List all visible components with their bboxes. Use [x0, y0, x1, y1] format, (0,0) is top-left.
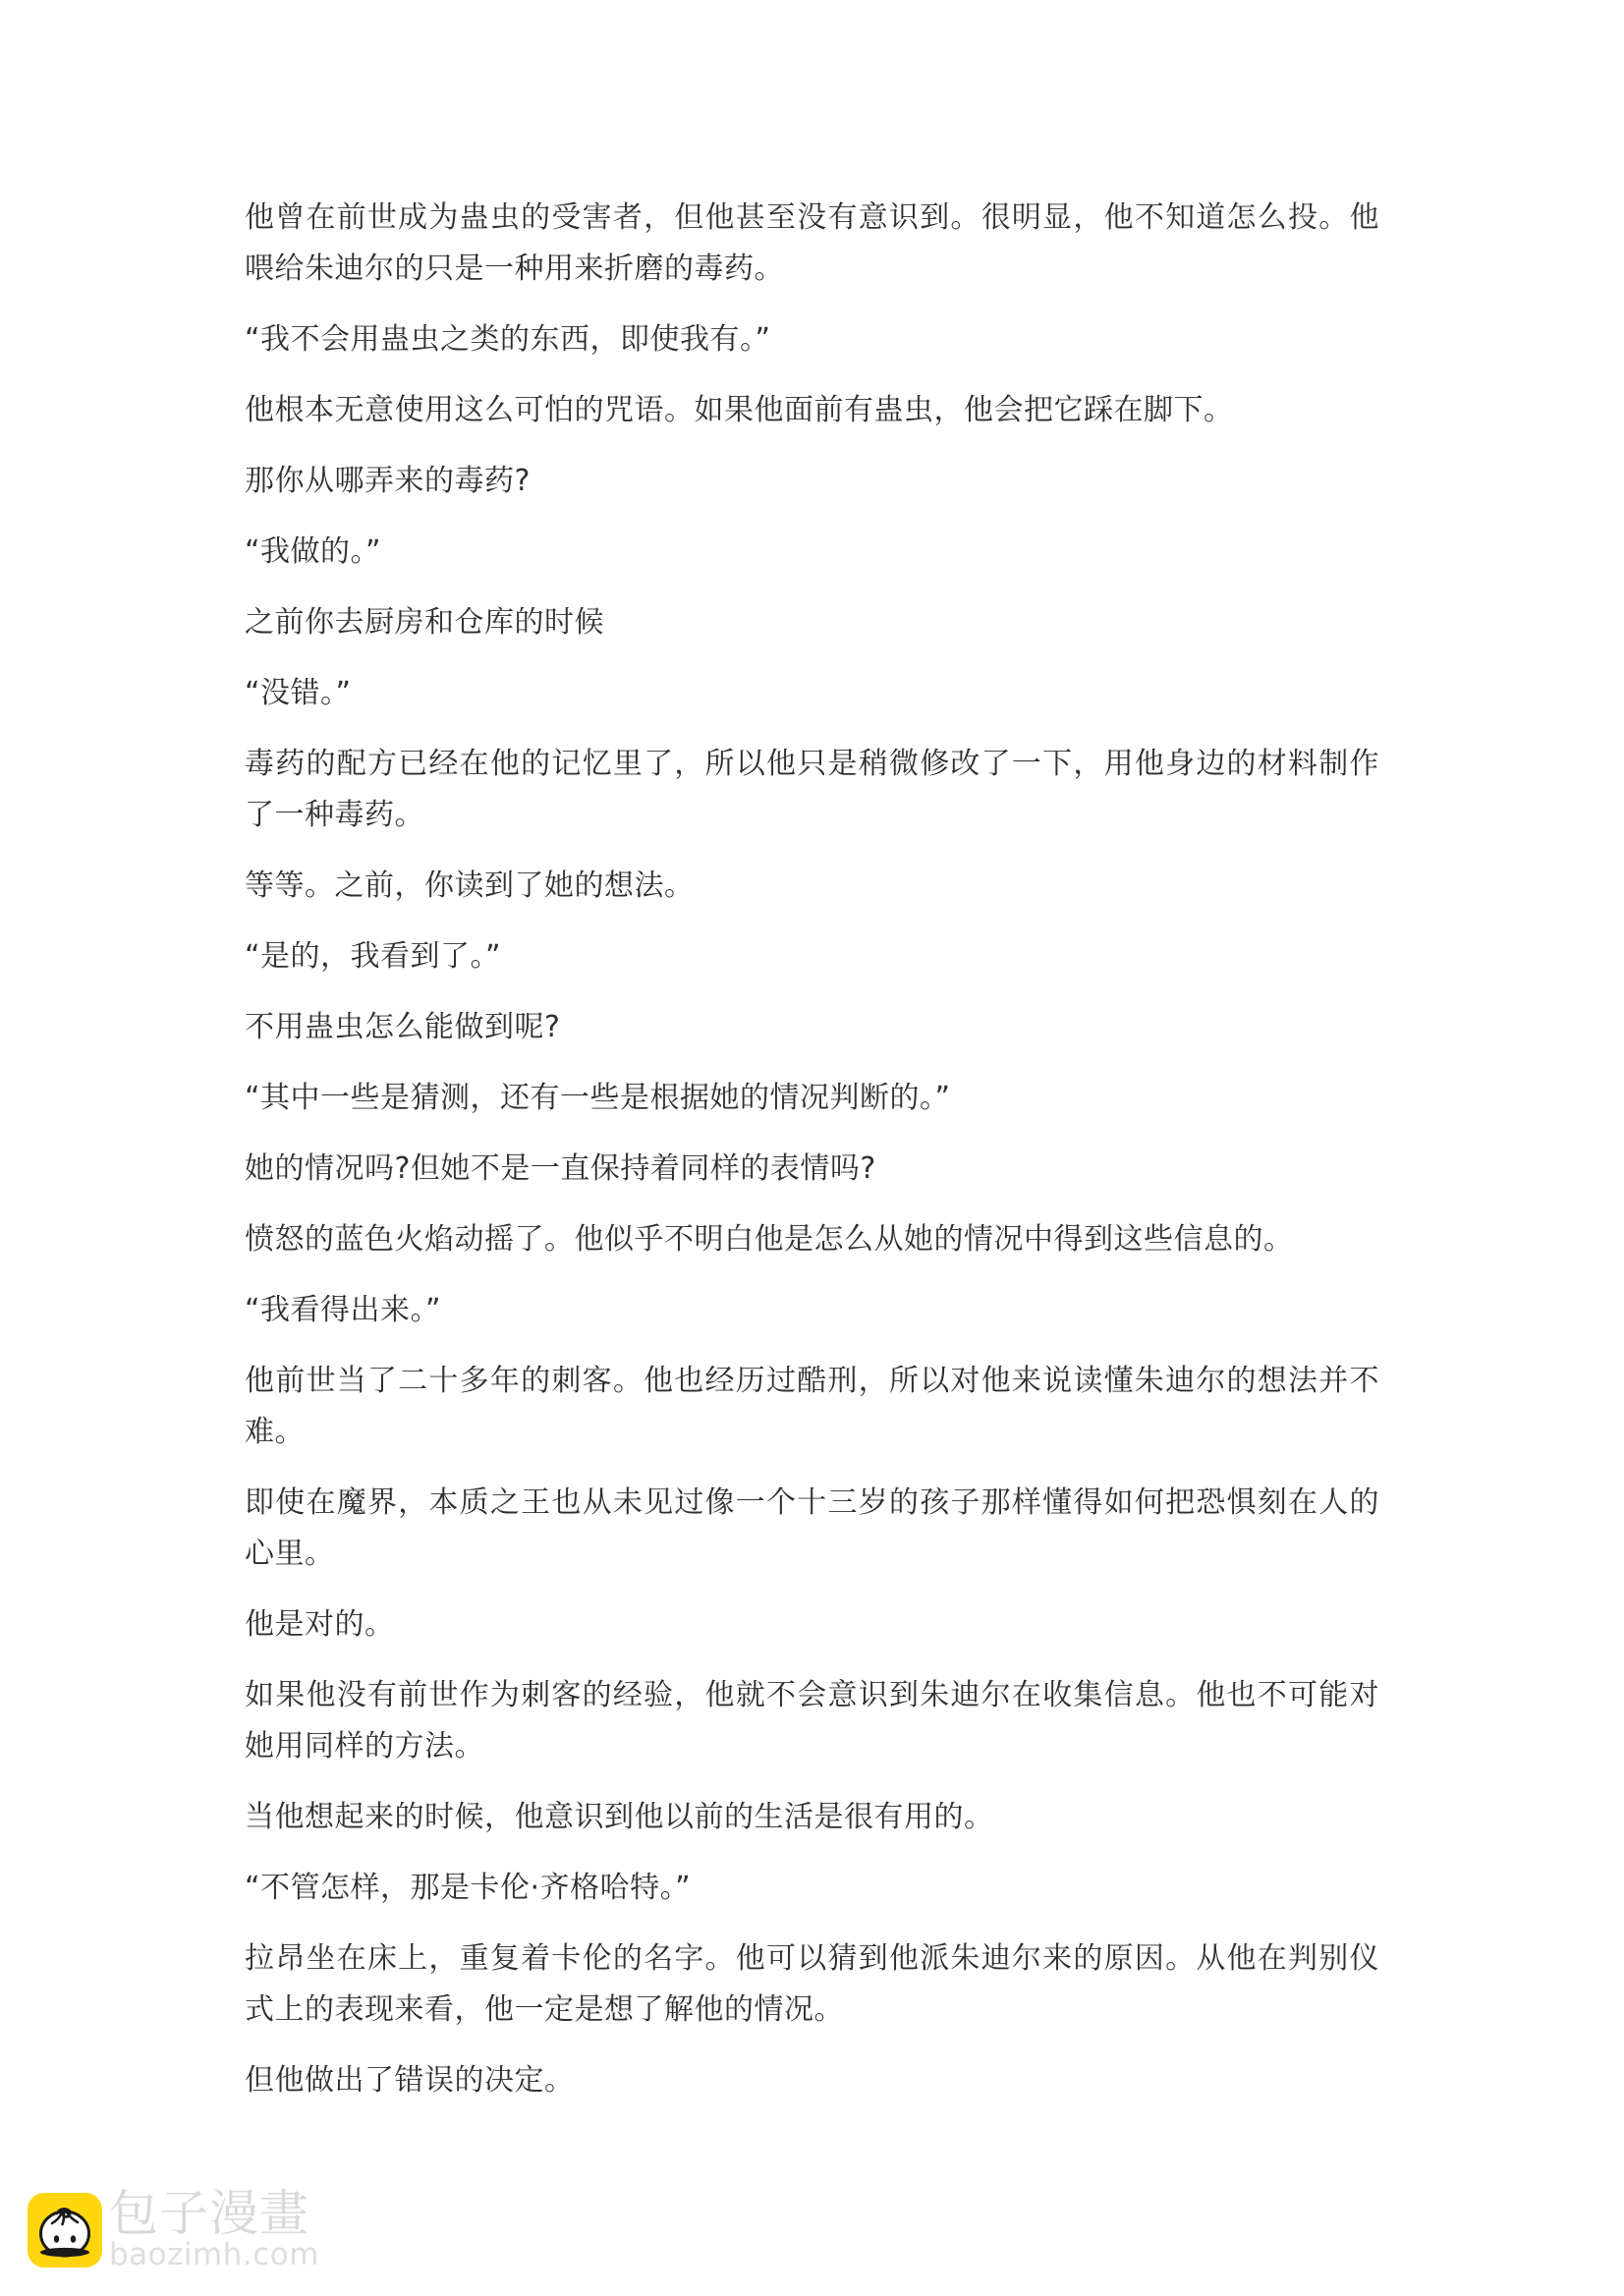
paragraph: “我看得出来。”: [245, 1293, 442, 1327]
site-watermark-text: [109, 2185, 319, 2272]
paragraph: 毒药的配方已经在他的记忆里了，所以他只是稍微修改了一下，用他身边的材料制作了一种毒药。: [245, 747, 1379, 832]
paragraph: 他曾在前世成为蛊虫的受害者，但他甚至没有意识到。很明显，他不知道怎么投。他喂给朱迪尔的只是一种用来折磨的毒药。: [245, 200, 1379, 286]
paragraph: 愤怒的蓝色火焰动摇了。他似乎不明白他是怎么从她的情况中得到这些信息的。: [245, 1222, 1294, 1257]
paragraph: 即使在魔界，本质之王也从未见过像一个十三岁的孩子那样懂得如何把恐惧刻在人的心里。: [245, 1485, 1379, 1571]
paragraph: “没错。”: [245, 676, 352, 710]
paragraph: “是的，我看到了。”: [245, 939, 502, 974]
paragraph: “其中一些是猜测，还有一些是根据她的情况判断的。”: [245, 1081, 951, 1115]
site-name: 包子漫畫: [109, 2185, 309, 2242]
paragraph: 那你从哪弄来的毒药?: [245, 464, 531, 498]
baozi-bun-logo-icon: [28, 2193, 102, 2268]
paragraph: “我不会用蛊虫之类的东西，即使我有。”: [245, 322, 771, 357]
site-watermark: [28, 2185, 319, 2272]
paragraph: 他前世当了二十多年的刺客。他也经历过酷刑，所以对他来说读懂朱迪尔的想法并不难。: [245, 1364, 1379, 1449]
paragraph: 他根本无意使用这么可怕的咒语。如果他面前有蛊虫，他会把它踩在脚下。: [245, 393, 1234, 427]
site-url: baozimh.com: [109, 2237, 319, 2272]
paragraph: 拉昂坐在床上，重复着卡伦的名字。他可以猜到他派朱迪尔来的原因。从他在判别仪式上的表现来看，他一定是想了解他的情况。: [245, 1941, 1379, 2027]
paragraph: 她的情况吗?但她不是一直保持着同样的表情吗?: [245, 1151, 876, 1186]
novel-text-content: [245, 0, 1379, 2106]
paragraph: 但他做出了错误的决定。: [245, 2063, 575, 2098]
paragraph: “我做的。”: [245, 534, 382, 569]
paragraph: 等等。之前，你读到了她的想法。: [245, 868, 695, 903]
paragraph: “不管怎样，那是卡伦·齐格哈特。”: [245, 1871, 692, 1905]
paragraph: 如果他没有前世作为刺客的经验，他就不会意识到朱迪尔在收集信息。他也不可能对她用同样的方法。: [245, 1678, 1379, 1764]
paragraph: 当他想起来的时候，他意识到他以前的生活是很有用的。: [245, 1800, 994, 1834]
paragraph: 他是对的。: [245, 1607, 395, 1642]
paragraph: 不用蛊虫怎么能做到呢?: [245, 1010, 561, 1044]
paragraph: 之前你去厨房和仓库的时候: [245, 605, 604, 640]
